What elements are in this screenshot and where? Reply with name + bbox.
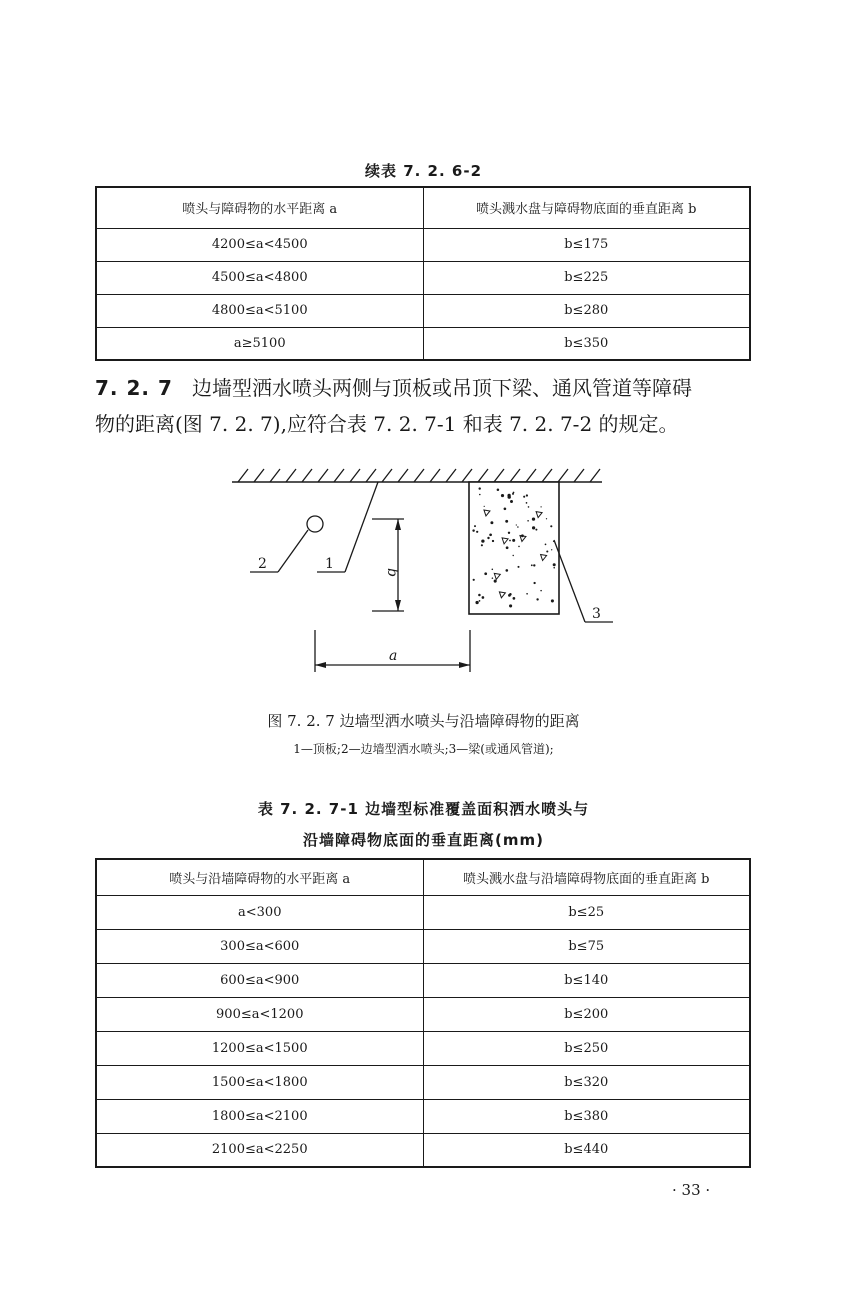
concrete-speckle xyxy=(536,598,538,600)
table-cell: a≥5100 xyxy=(96,327,423,360)
table-cell: b≤280 xyxy=(423,294,750,327)
table-cell: 1800≤a<2100 xyxy=(96,1099,423,1133)
concrete-speckle xyxy=(505,569,508,572)
concrete-speckle xyxy=(553,567,555,569)
table-header-row xyxy=(96,859,750,895)
concrete-speckle xyxy=(474,525,476,527)
concrete-speckle xyxy=(489,533,492,536)
concrete-speckle xyxy=(479,487,481,489)
table-row xyxy=(96,963,750,997)
table-row xyxy=(96,261,750,294)
concrete-speckle xyxy=(492,569,494,571)
concrete-speckle xyxy=(518,546,520,548)
table-cell: 900≤a<1200 xyxy=(96,997,423,1031)
hatch-stroke xyxy=(398,469,408,482)
concrete-speckle xyxy=(551,599,554,602)
hatch-stroke xyxy=(462,469,472,482)
label-2: 2 xyxy=(258,556,267,572)
concrete-speckle xyxy=(517,526,519,528)
concrete-speckle xyxy=(509,604,512,607)
concrete-speckle xyxy=(508,594,511,597)
beam-rect xyxy=(469,482,559,614)
table-row xyxy=(96,228,750,261)
leader-1 xyxy=(345,482,378,572)
hatch-stroke xyxy=(430,469,440,482)
table-cell: 600≤a<900 xyxy=(96,963,423,997)
hatch-stroke xyxy=(270,469,280,482)
concrete-speckle xyxy=(550,525,552,527)
table-header-row xyxy=(96,187,750,228)
page-number: · 33 · xyxy=(672,1181,711,1199)
concrete-speckle xyxy=(482,596,485,599)
table-cell: 4200≤a<4500 xyxy=(96,228,423,261)
figure-7-2-7-diagram xyxy=(220,460,620,675)
concrete-speckle xyxy=(545,544,547,546)
table-cell: b≤175 xyxy=(423,228,750,261)
sprinkler-circle xyxy=(307,516,323,532)
concrete-speckle xyxy=(512,555,513,556)
concrete-speckle xyxy=(473,579,475,581)
table-cell: b≤75 xyxy=(423,929,750,963)
concrete-speckle xyxy=(476,531,478,533)
concrete-speckle xyxy=(516,524,517,525)
hatch-stroke xyxy=(238,469,248,482)
concrete-speckle xyxy=(528,506,530,508)
ceiling-hatching xyxy=(238,469,600,482)
arrow-a-left xyxy=(315,662,326,668)
hatch-stroke xyxy=(286,469,296,482)
table-cell: b≤140 xyxy=(423,963,750,997)
concrete-speckle xyxy=(526,494,528,496)
hatch-stroke xyxy=(382,469,392,482)
leader-2 xyxy=(278,530,308,572)
concrete-speckle xyxy=(540,506,541,507)
column-header: 喷头溅水盘与沿墙障碍物底面的垂直距离 b xyxy=(423,859,750,895)
hatch-stroke xyxy=(510,469,520,482)
section-text-line1: 边墙型洒水喷头两侧与顶板或吊顶下梁、通风管道等障碍 xyxy=(191,376,692,400)
concrete-speckle xyxy=(492,540,494,542)
hatch-stroke xyxy=(478,469,488,482)
label-3: 3 xyxy=(592,606,601,622)
hatch-stroke xyxy=(414,469,424,482)
concrete-speckle xyxy=(478,594,481,597)
concrete-speckle xyxy=(533,582,535,584)
table-cell: 300≤a<600 xyxy=(96,929,423,963)
concrete-speckle xyxy=(513,597,516,600)
table-cell: b≤320 xyxy=(423,1065,750,1099)
concrete-speckle xyxy=(487,537,489,539)
concrete-speckle xyxy=(472,529,474,531)
concrete-speckle xyxy=(551,549,552,550)
concrete-speckle xyxy=(506,546,509,549)
hatch-stroke xyxy=(446,469,456,482)
hatch-stroke xyxy=(542,469,552,482)
table2-caption-line1: 表 7. 2. 7-1 边墙型标准覆盖面积洒水喷头与 xyxy=(257,800,590,818)
hatch-stroke xyxy=(350,469,360,482)
concrete-speckle xyxy=(484,506,485,507)
table-7-2-6-2-continued xyxy=(95,186,751,361)
concrete-speckle xyxy=(475,601,478,604)
table-cell: b≤250 xyxy=(423,1031,750,1065)
table-row xyxy=(96,997,750,1031)
concrete-speckle xyxy=(505,520,508,523)
table-row xyxy=(96,1031,750,1065)
table2-caption-line2: 沿墙障碍物底面的垂直距离(mm) xyxy=(303,831,544,849)
concrete-speckle xyxy=(517,566,519,568)
concrete-speckle xyxy=(523,496,525,498)
table-cell: 2100≤a<2250 xyxy=(96,1133,423,1167)
hatch-stroke xyxy=(302,469,312,482)
concrete-speckle xyxy=(533,564,535,566)
label-a: a xyxy=(389,648,398,664)
concrete-speckle xyxy=(497,488,500,491)
concrete-speckle xyxy=(527,520,529,522)
column-header: 喷头溅水盘与障碍物底面的垂直距离 b xyxy=(423,187,750,228)
table-cell: b≤440 xyxy=(423,1133,750,1167)
table-cell: 1500≤a<1800 xyxy=(96,1065,423,1099)
column-header: 喷头与障碍物的水平距离 a xyxy=(96,187,423,228)
table-row xyxy=(96,327,750,360)
table-cell: a<300 xyxy=(96,895,423,929)
table-7-2-7-1 xyxy=(95,858,751,1168)
concrete-speckle xyxy=(484,572,487,575)
section-number: 7. 2. 7 xyxy=(95,376,173,400)
section-7-2-7 xyxy=(95,370,755,442)
concrete-speckle xyxy=(532,526,535,529)
concrete-speckle xyxy=(532,517,535,520)
table-row xyxy=(96,1133,750,1167)
concrete-speckle xyxy=(507,494,510,497)
table-cell: b≤25 xyxy=(423,895,750,929)
figure-title: 图 7. 2. 7 边墙型洒水喷头与沿墙障碍物的距离 xyxy=(267,712,580,730)
hatch-stroke xyxy=(590,469,600,482)
label-b: b xyxy=(384,568,400,577)
table1-caption: 续表 7. 2. 6-2 xyxy=(364,162,483,180)
concrete-speckle xyxy=(526,593,528,595)
concrete-speckle xyxy=(512,539,515,542)
concrete-speckle xyxy=(501,494,504,497)
table-cell: b≤350 xyxy=(423,327,750,360)
table-row xyxy=(96,895,750,929)
hatch-stroke xyxy=(254,469,264,482)
concrete-speckle xyxy=(546,518,547,519)
table-cell: b≤380 xyxy=(423,1099,750,1133)
arrow-a-right xyxy=(459,662,470,668)
hatch-stroke xyxy=(334,469,344,482)
hatch-stroke xyxy=(574,469,584,482)
concrete-speckle xyxy=(531,564,533,566)
table-cell: b≤200 xyxy=(423,997,750,1031)
table-row xyxy=(96,1065,750,1099)
concrete-speckle xyxy=(540,590,542,592)
table-row xyxy=(96,929,750,963)
concrete-speckle xyxy=(508,532,510,534)
concrete-speckle xyxy=(492,577,494,579)
table-cell: 4500≤a<4800 xyxy=(96,261,423,294)
concrete-speckle xyxy=(535,529,537,531)
concrete-speckle xyxy=(546,550,548,552)
concrete-speckle xyxy=(481,539,484,542)
concrete-speckle xyxy=(490,521,493,524)
arrow-b-bottom xyxy=(395,600,401,611)
concrete-speckle xyxy=(553,563,556,566)
label-1: 1 xyxy=(325,556,334,572)
hatch-stroke xyxy=(318,469,328,482)
table-cell: 4800≤a<5100 xyxy=(96,294,423,327)
concrete-speckle xyxy=(526,502,528,504)
table-row xyxy=(96,1099,750,1133)
table-cell: 1200≤a<1500 xyxy=(96,1031,423,1065)
arrow-b-top xyxy=(395,519,401,530)
section-text-line2: 物的距离(图 7. 2. 7),应符合表 7. 2. 7-1 和表 7. 2. 7-2 的规定。 xyxy=(95,412,679,436)
table-row xyxy=(96,294,750,327)
concrete-speckle xyxy=(481,544,483,546)
concrete-speckle xyxy=(509,540,511,542)
hatch-stroke xyxy=(494,469,504,482)
concrete-speckle xyxy=(504,507,507,510)
hatch-stroke xyxy=(366,469,376,482)
concrete-speckle xyxy=(479,600,481,602)
concrete-speckle xyxy=(479,494,481,496)
concrete-speckle xyxy=(512,493,514,495)
hatch-stroke xyxy=(558,469,568,482)
concrete-speckle xyxy=(510,500,513,503)
hatch-stroke xyxy=(526,469,536,482)
figure-note: 1—顶板;2—边墙型洒水喷头;3—梁(或通风管道); xyxy=(293,742,554,756)
table-cell: b≤225 xyxy=(423,261,750,294)
column-header: 喷头与沿墙障碍物的水平距离 a xyxy=(96,859,423,895)
